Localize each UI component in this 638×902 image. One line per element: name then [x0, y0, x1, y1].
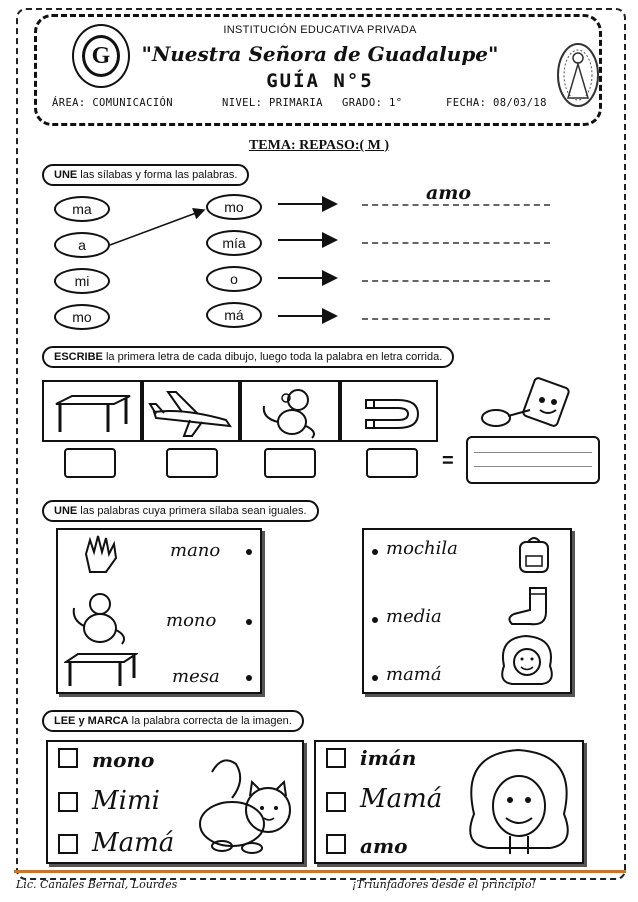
syllable-left-1[interactable]: ma: [54, 196, 110, 222]
area-label: ÁREA: COMUNICACIÓN: [52, 97, 173, 109]
syllable-left-2[interactable]: a: [54, 232, 110, 258]
match-word-right-3: mamá: [386, 664, 442, 685]
word-answer-box[interactable]: [466, 436, 600, 484]
answer-line-1[interactable]: [362, 204, 550, 206]
guide-number: GUÍA N°5: [266, 70, 374, 92]
checkbox-right-1[interactable]: [326, 748, 346, 768]
match-dot-left-1[interactable]: [246, 549, 252, 555]
footer-divider: [14, 870, 626, 873]
match-word-left-1: mano: [170, 540, 221, 561]
option-right-3: amo: [360, 834, 408, 858]
topic-title: TEMA: REPASO:( M ): [248, 138, 390, 153]
match-dot-right-1[interactable]: [372, 549, 378, 555]
letter-box-3[interactable]: [264, 448, 316, 478]
section2-instruction: [42, 346, 454, 368]
table-icon: [44, 382, 140, 440]
option-left-1: mono: [92, 748, 155, 772]
checkbox-right-2[interactable]: [326, 792, 346, 812]
sock-icon: [504, 586, 554, 628]
section4-instruction: [42, 710, 304, 732]
letter-box-2[interactable]: [166, 448, 218, 478]
section2-text: la primera letra de cada dibujo, luego toda la palabra en letra corrida.: [102, 351, 443, 363]
syllable-right-4[interactable]: má: [206, 302, 262, 328]
option-left-2: Mimi: [92, 786, 160, 816]
match-word-right-1: mochila: [386, 538, 458, 559]
example-answer: amo: [426, 182, 472, 204]
section4-text: la palabra correcta de la imagen.: [128, 715, 292, 727]
option-left-3: Mamá: [92, 828, 175, 858]
airplane-icon: [144, 382, 238, 440]
pencil-mascot-icon: [478, 372, 588, 436]
picture-magnet-cell: [340, 380, 438, 442]
picture-table-cell: [42, 380, 142, 442]
school-logo: [72, 24, 130, 88]
section3-verb: UNE: [54, 505, 78, 517]
match-dot-left-3[interactable]: [246, 675, 252, 681]
syllable-left-3[interactable]: mi: [54, 268, 110, 294]
footer-motto: ¡Triunfadores desde el principio!: [352, 878, 536, 891]
grade-label: GRADO: 1°: [342, 97, 403, 109]
match-dot-left-2[interactable]: [246, 619, 252, 625]
mom-face-icon: [496, 632, 558, 688]
level-label: NIVEL: PRIMARIA: [222, 97, 323, 109]
answer-line-4[interactable]: [362, 318, 550, 320]
match-dot-right-2[interactable]: [372, 617, 378, 623]
hand-icon: [76, 532, 126, 576]
letter-box-4[interactable]: [366, 448, 418, 478]
option-right-2: Mamá: [360, 784, 443, 814]
section3-text: las palabras cuya primera sílaba sean iguales.: [77, 505, 307, 517]
picture-monkey-cell: [240, 380, 340, 442]
checkbox-left-3[interactable]: [58, 834, 78, 854]
table-icon: [64, 652, 138, 688]
syllable-right-3[interactable]: o: [206, 266, 262, 292]
section2-verb: ESCRIBE: [54, 351, 103, 363]
checkbox-left-2[interactable]: [58, 792, 78, 812]
cat-icon: [192, 752, 300, 858]
checkbox-right-3[interactable]: [326, 834, 346, 854]
answer-line-2[interactable]: [362, 242, 550, 244]
date-label: FECHA: 08/03/18: [446, 97, 547, 109]
syllable-left-4[interactable]: mo: [54, 304, 110, 330]
logo-letter: G: [82, 35, 120, 77]
match-dot-right-3[interactable]: [372, 675, 378, 681]
checkbox-left-1[interactable]: [58, 748, 78, 768]
match-word-left-2: mono: [166, 610, 217, 631]
magnet-icon: [342, 382, 436, 440]
monkey-icon: [242, 382, 338, 440]
option-right-1: imán: [360, 746, 417, 770]
match-word-right-2: media: [386, 606, 442, 627]
answer-line-3[interactable]: [362, 280, 550, 282]
section1-text: las sílabas y forma las palabras.: [77, 169, 238, 181]
picture-plane-cell: [142, 380, 240, 442]
match-word-left-3: mesa: [172, 666, 220, 687]
section3-instruction: [42, 500, 319, 522]
backpack-icon: [512, 534, 556, 574]
school-name: "Nuestra Señora de Guadalupe": [141, 42, 499, 66]
section4-verb: LEE y MARCA: [54, 715, 129, 727]
section1-instruction: [42, 164, 249, 186]
syllable-right-2[interactable]: mía: [206, 230, 262, 256]
virgin-image: [556, 42, 600, 108]
mom-face-icon: [460, 744, 578, 860]
monkey-icon: [66, 590, 136, 648]
letter-box-1[interactable]: [64, 448, 116, 478]
equals-sign: =: [442, 450, 454, 472]
section1-verb: UNE: [54, 169, 78, 181]
footer-author: Lic. Canales Bernal, Lourdes: [16, 878, 178, 891]
syllable-right-1[interactable]: mo: [206, 194, 262, 220]
institution-label: INSTITUCIÓN EDUCATIVA PRIVADA: [223, 24, 417, 36]
